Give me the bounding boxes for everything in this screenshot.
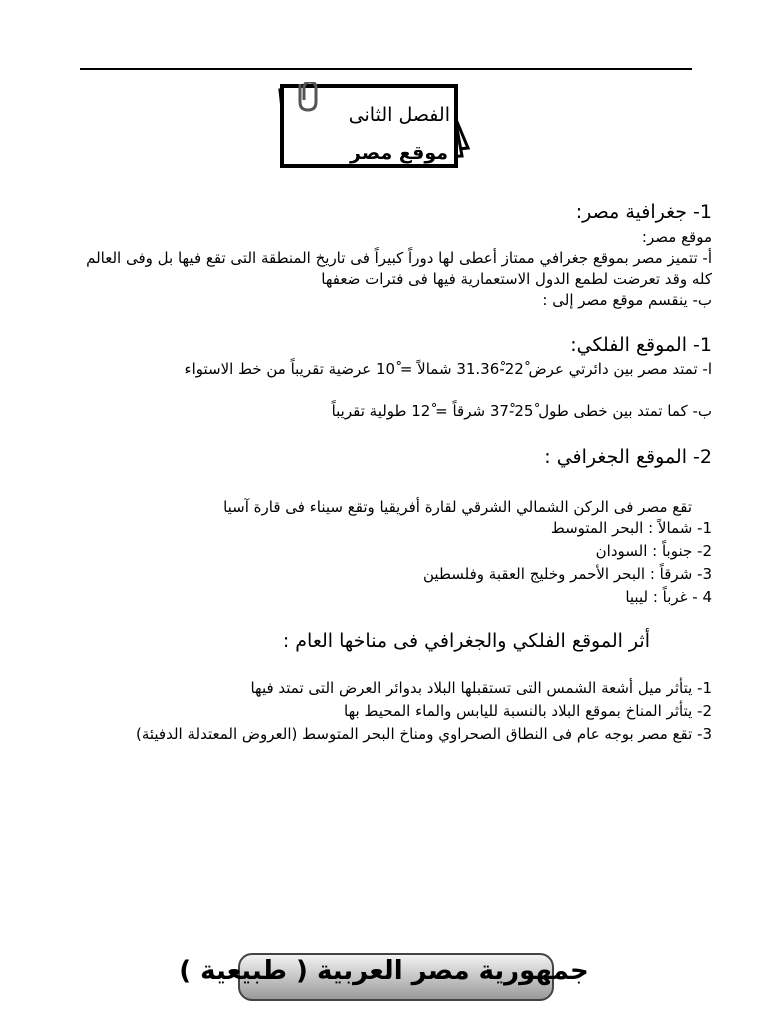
- paragraph-a: أ- تتميز مصر بموقع جغرافي ممتاز أعطى لها دوراً كبيراً فى تاريخ المنطقة التى تقع فيها بل وفى العالم كله وقد تعرضت لطمع الدول الاستعمارية فيها فى فترات ضعفها: [86, 249, 712, 288]
- heading-astronomical: 1- الموقع الفلكي:: [570, 334, 712, 356]
- border-south: 2- جنوباً : السودان: [595, 542, 712, 560]
- climate-item-3: 3- تقع مصر بوجه عام فى النطاق الصحراوي ومناخ البحر المتوسط (العروض المعتدلة الدفيئة): [135, 725, 712, 743]
- footer-title: جمهورية مصر العربية ( طبيعية ): [179, 956, 589, 986]
- border-west: 4 - غرباً : ليبيا: [625, 588, 712, 606]
- heading-geographic: 2- الموقع الجغرافي :: [544, 446, 712, 468]
- border-north: 1- شمالاً : البحر المتوسط: [550, 519, 712, 537]
- paragraph-b: ب- ينقسم موقع مصر إلى :: [542, 291, 712, 309]
- astronomical-line-a: ا- تمتد مصر بين دائرتي عرض 22ْ-31.36ْ شمالاً = 10ْ عرضية تقريباً من خط الاستواء: [184, 360, 712, 378]
- geographic-intro: تقع مصر فى الركن الشمالي الشرقي لقارة أفريقيا وتقع سيناء فى قارة آسيا: [223, 498, 692, 516]
- chapter-title: الفصل الثانى: [348, 104, 450, 126]
- chapter-title-box: [270, 82, 470, 174]
- astronomical-line-b: ب- كما تمتد بين خطى طول 25ْ-37ْ شرقاً = 12ْ طولية تقريباً: [331, 402, 712, 420]
- top-horizontal-rule: [80, 68, 692, 70]
- heading-climate-effect: أثر الموقع الفلكي والجغرافي فى مناخها العام :: [282, 630, 650, 652]
- climate-item-2: 2- يتأثر المناخ بموقع البلاد بالنسبة لليابس والماء المحيط بها: [344, 702, 712, 720]
- label-egypt-location: موقع مصر:: [641, 228, 712, 246]
- heading-geography: 1- جغرافية مصر:: [575, 201, 712, 223]
- chapter-subtitle: موقع مصر: [349, 142, 448, 164]
- border-east: 3- شرقاً : البحر الأحمر وخليج العقبة وفلسطين: [423, 565, 712, 583]
- climate-item-1: 1- يتأثر ميل أشعة الشمس التى تستقبلها البلاد بدوائر العرض التى تمتد فيها: [250, 679, 712, 697]
